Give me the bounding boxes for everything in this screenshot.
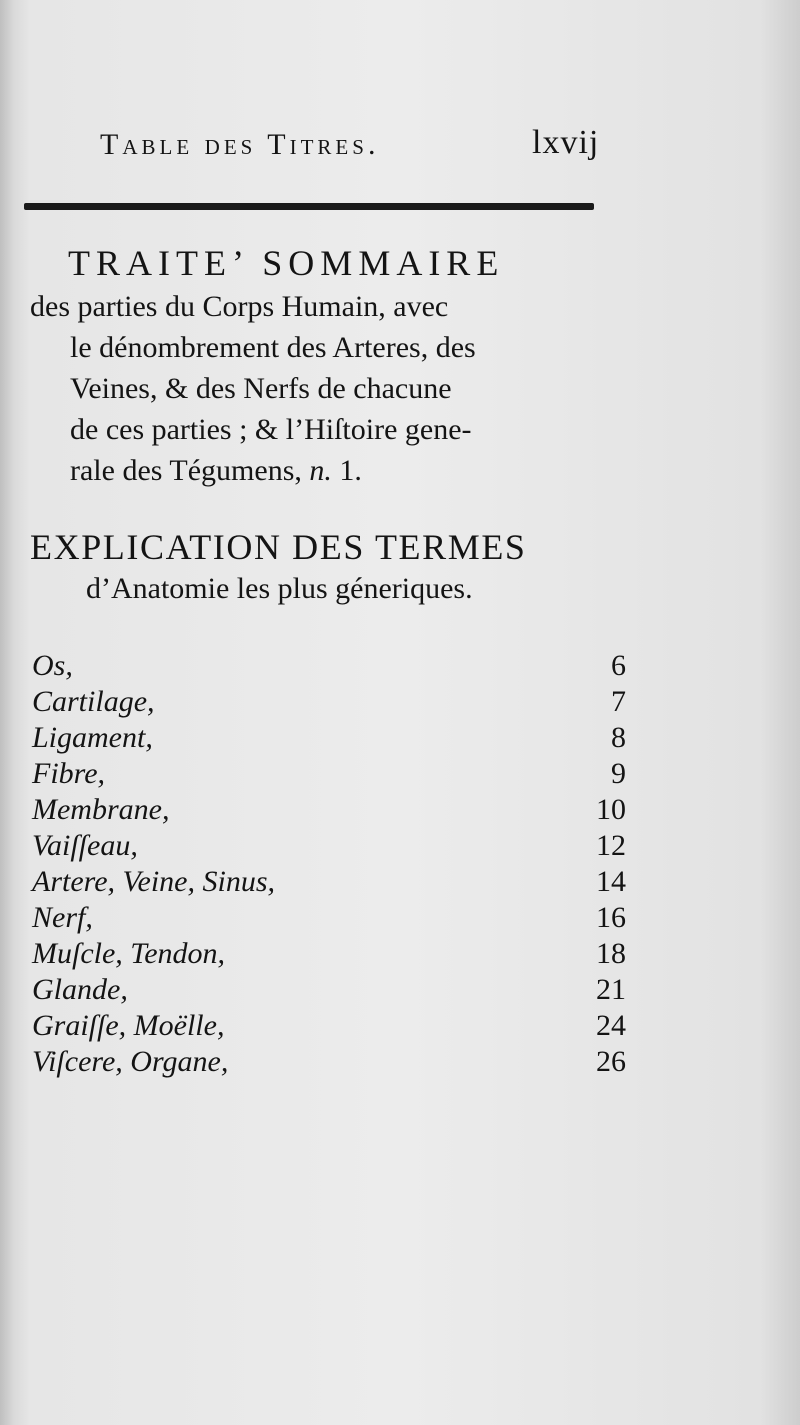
- index-page-number: 21: [596, 973, 626, 1006]
- index-page-number: 6: [611, 649, 626, 682]
- index-term: Cartilage,: [32, 685, 155, 718]
- explication-heading: EXPLICATION DES TERMES: [30, 527, 527, 567]
- index-term: Viſcere, Organe,: [32, 1045, 229, 1078]
- index-term: Artere, Veine, Sinus,: [32, 865, 276, 898]
- index-term: Muſcle, Tendon,: [32, 937, 226, 970]
- index-entry: [30, 1008, 626, 1044]
- index-page-number: 8: [611, 721, 626, 754]
- index-term: Graiſſe, Moëlle,: [32, 1009, 225, 1042]
- index-page-number: 10: [596, 793, 626, 826]
- index-entry: [30, 792, 626, 828]
- explication-section: [30, 525, 630, 609]
- index-entry: [30, 864, 626, 900]
- index-entry: [30, 648, 626, 684]
- index-entry: [30, 936, 626, 972]
- page-number: lxvij: [532, 124, 600, 161]
- index-entry: [30, 972, 626, 1008]
- index-page-number: 14: [596, 865, 626, 898]
- treatise-line: Veines, & des Nerfs de chacune: [70, 372, 452, 405]
- index-page-number: 16: [596, 901, 626, 934]
- index-entry: [30, 720, 626, 756]
- index-page-number: 18: [596, 937, 626, 970]
- index-page-number: 7: [611, 685, 626, 718]
- index-term: Vaiſſeau,: [32, 829, 138, 862]
- index-page-number: 26: [596, 1045, 626, 1078]
- treatise-line: des parties du Corps Humain, avec: [30, 290, 449, 323]
- treatise-ref-number: 1.: [339, 454, 362, 487]
- index-page-number: 24: [596, 1009, 626, 1042]
- index-entry: [30, 1044, 626, 1080]
- treatise-line-last: [30, 450, 630, 491]
- treatise-heading: TRAITE’ SOMMAIRE: [68, 243, 505, 283]
- index-entry: [30, 684, 626, 720]
- treatise-line: le dénombrement des Arteres, des: [70, 331, 476, 364]
- running-head: Table des Titres.: [100, 128, 380, 161]
- treatise-section: [30, 240, 630, 491]
- index-term: Membrane,: [32, 793, 170, 826]
- index-page-number: 9: [611, 757, 626, 790]
- term-index: [30, 648, 626, 1080]
- index-entry: [30, 900, 626, 936]
- index-term: Ligament,: [32, 721, 153, 754]
- header-rule: [24, 203, 594, 210]
- index-page-number: 12: [596, 829, 626, 862]
- index-term: Glande,: [32, 973, 128, 1006]
- treatise-line: rale des Tégumens,: [70, 454, 302, 487]
- treatise-line: de ces parties ; & l’Hiſtoire gene-: [70, 413, 472, 446]
- index-term: Fibre,: [32, 757, 106, 790]
- index-term: Os,: [32, 649, 73, 682]
- index-term: Nerf,: [32, 901, 93, 934]
- treatise-ref-label: n.: [309, 454, 332, 487]
- explication-subheading: d’Anatomie les plus géneriques.: [86, 572, 473, 605]
- index-entry: [30, 756, 626, 792]
- index-entry: [30, 828, 626, 864]
- page-edge-shadow: [0, 0, 14, 1425]
